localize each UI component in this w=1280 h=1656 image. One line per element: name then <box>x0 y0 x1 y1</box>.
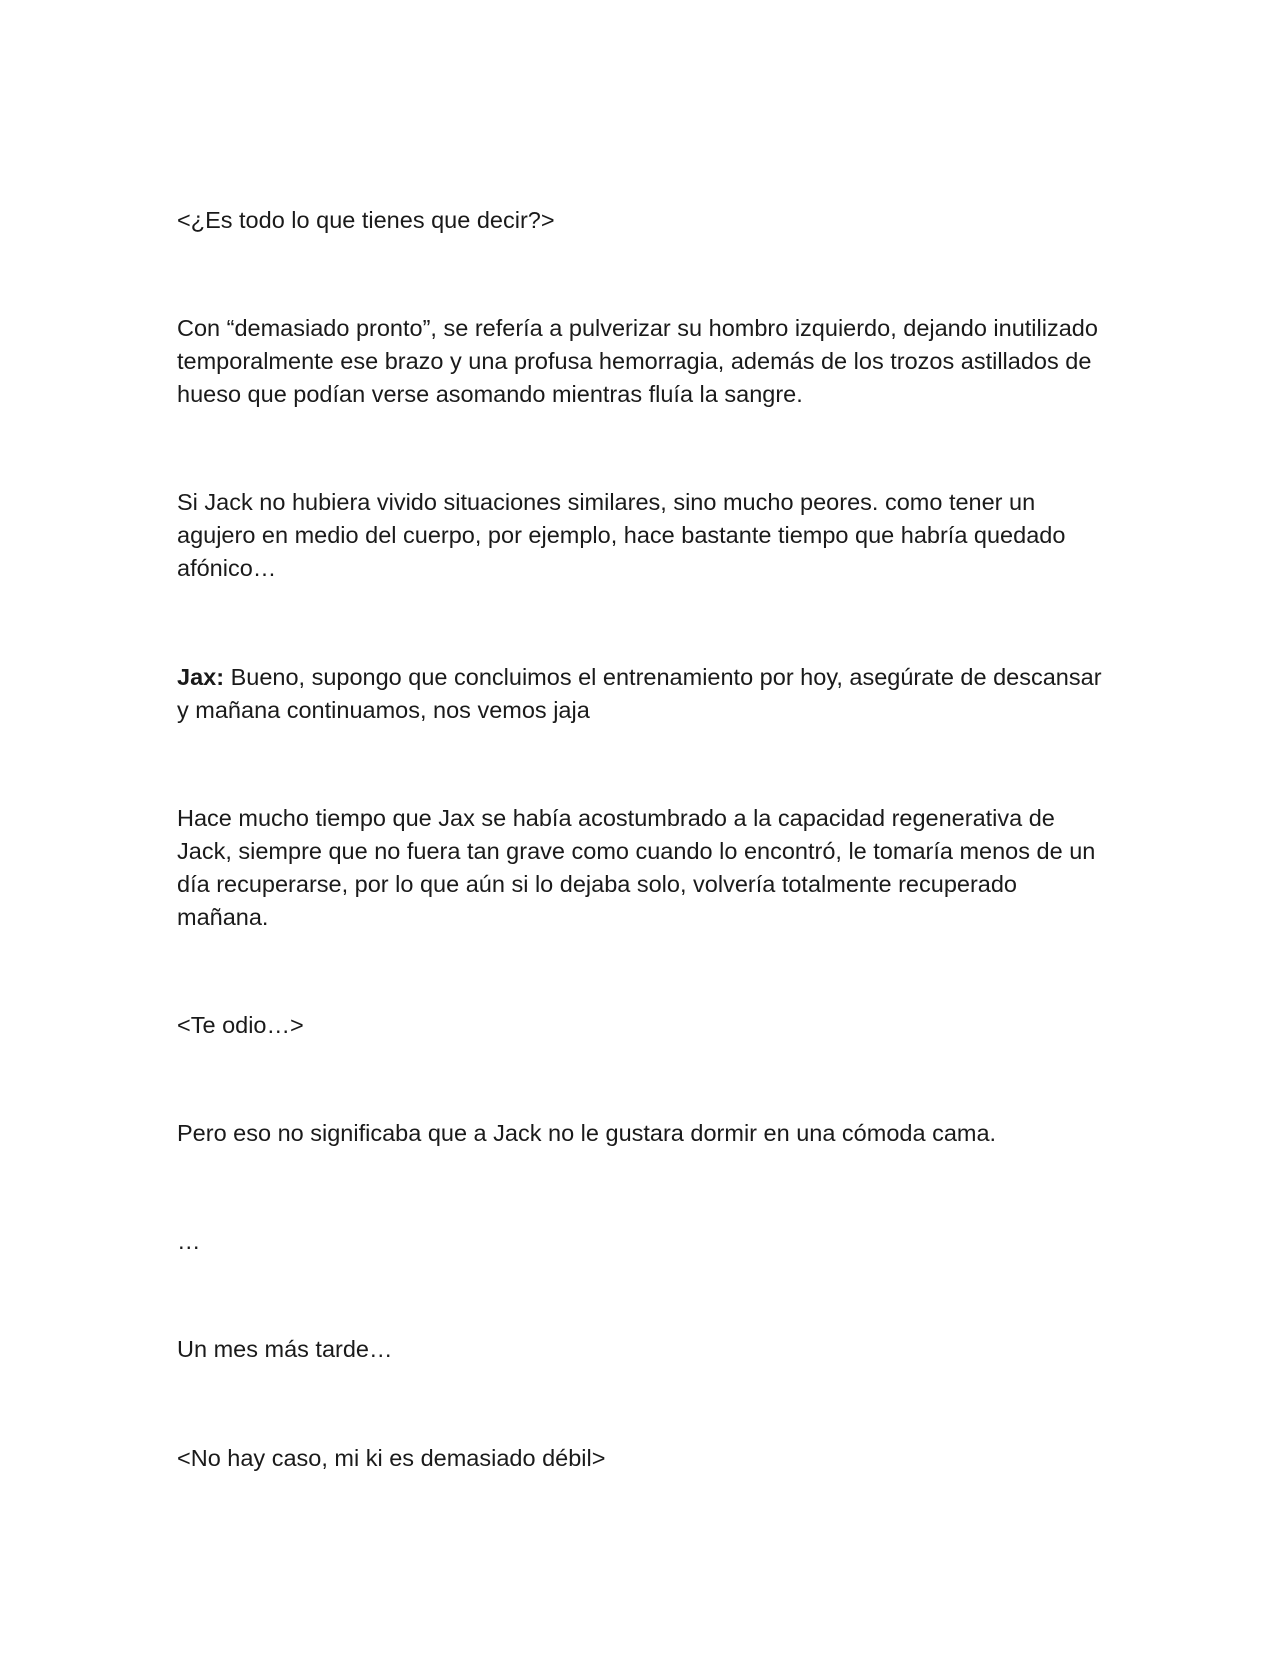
paragraph-9: Un mes más tarde… <box>177 1336 393 1362</box>
paragraph-10: <No hay caso, mi ki es demasiado débil> <box>177 1445 606 1471</box>
paragraph-5: Hace mucho tiempo que Jax se había acostumbrado a la capacidad regenerativa de Jack, siempre que no fuera tan grave como cuando lo encontró, le tomaría menos de un día recuperarse, por lo que aún si lo dejaba solo, volvería totalmente recuperado mañana. <box>177 805 1096 930</box>
paragraph-1: <¿Es todo lo que tienes que decir?> <box>177 207 555 233</box>
paragraph-8-ellipsis: … <box>177 1228 201 1254</box>
paragraph-7: Pero eso no significaba que a Jack no le gustara dormir en una cómoda cama. <box>177 1120 997 1146</box>
speaker-label: Jax: <box>177 664 225 690</box>
paragraph-4-dialogue <box>177 661 1107 727</box>
paragraph-2: Con “demasiado pronto”, se refería a pulverizar su hombro izquierdo, dejando inutilizado temporalmente ese brazo y una profusa hemorragia, además de los trozos astillados de hueso que podían verse asomando mientras fluía la sangre. <box>177 315 1098 407</box>
paragraph-3: Si Jack no hubiera vivido situaciones similares, sino mucho peores. como tener un agujero en medio del cuerpo, por ejemplo, hace bastante tiempo que habría quedado afónico… <box>177 489 1066 581</box>
paragraph-6: <Te odio…> <box>177 1012 304 1038</box>
dialogue-text: Bueno, supongo que concluimos el entrenamiento por hoy, asegúrate de descansar y mañana continuamos, nos vemos jaja <box>177 664 1102 723</box>
